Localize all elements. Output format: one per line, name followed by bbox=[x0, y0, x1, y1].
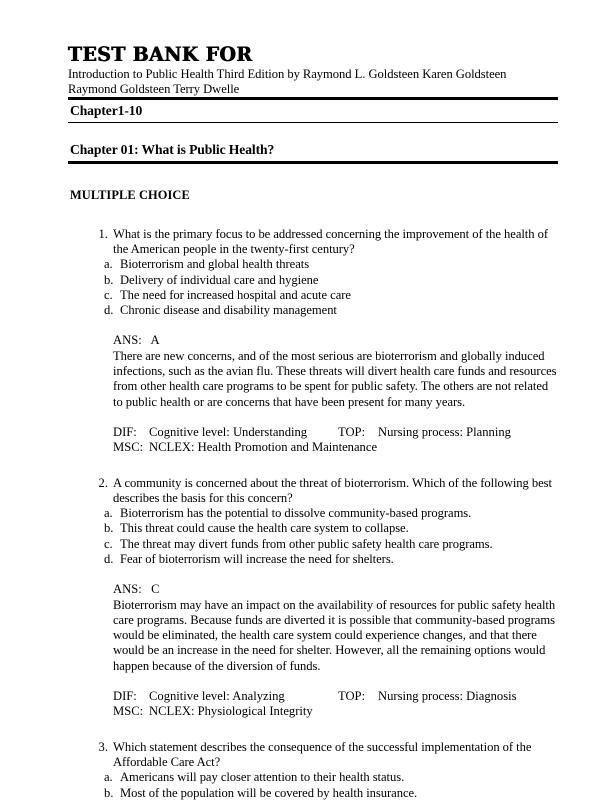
section-label-multiple-choice: MULTIPLE CHOICE bbox=[70, 187, 190, 202]
page-content bbox=[68, 44, 558, 801]
msc-label: MSC: bbox=[113, 704, 144, 719]
answer-rationale: Bioterrorism may have an impact on the availability of resources for public safety health care programs. Because funds are diverted it is possible that community-based programs would be eliminated, the health care system could experience changes, and that there would be an increase in the need for shelter. However, all the remaining options would happen because of the diversion of funds. bbox=[113, 597, 556, 673]
question-number: 1. bbox=[98, 226, 108, 241]
option-letter: d. bbox=[104, 303, 114, 318]
option-letter: d. bbox=[104, 551, 114, 566]
book-title-line-2: Raymond Goldsteen Terry Dwelle bbox=[68, 82, 240, 97]
question-stem-row bbox=[68, 476, 558, 507]
answer-line bbox=[113, 582, 558, 597]
option-letter: a. bbox=[104, 506, 113, 521]
metadata-line-dif-top bbox=[113, 689, 558, 704]
question-block bbox=[68, 476, 558, 720]
spacer-before-chapter-heading bbox=[68, 123, 558, 143]
msc-label: MSC: bbox=[113, 440, 144, 455]
chapter-heading: Chapter 01: What is Public Health? bbox=[70, 142, 275, 158]
option-letter: c. bbox=[104, 536, 113, 551]
spacer-after-chapter-rule bbox=[68, 164, 558, 188]
metadata-line-dif-top bbox=[113, 425, 558, 440]
question-metadata bbox=[68, 689, 558, 720]
answer-spacer bbox=[142, 582, 151, 596]
spacer-after-section-label bbox=[68, 203, 558, 227]
option-text: The threat may divert funds from other public safety health care programs. bbox=[120, 536, 493, 551]
answer-label: ANS: bbox=[113, 333, 142, 348]
question-stem: What is the primary focus to be addressed concerning the improvement of the health of the American people in the twenty-first century? bbox=[113, 226, 548, 256]
option-letter: a. bbox=[104, 257, 113, 272]
option-list bbox=[68, 770, 558, 801]
option-item[interactable] bbox=[68, 506, 558, 521]
top-value: Nursing process: Diagnosis bbox=[378, 689, 517, 704]
question-number: 3. bbox=[98, 739, 108, 754]
option-text: Delivery of individual care and hygiene bbox=[120, 272, 319, 287]
chapter-range-label: Chapter1-10 bbox=[70, 103, 143, 119]
option-item[interactable] bbox=[68, 273, 558, 288]
option-letter: b. bbox=[104, 272, 114, 287]
msc-value: NCLEX: Physiological Integrity bbox=[149, 704, 313, 719]
spacer-between-questions bbox=[68, 456, 558, 476]
option-text: Bioterrorism and global health threats bbox=[120, 257, 310, 272]
option-list bbox=[68, 506, 558, 567]
option-text: Chronic disease and disability management bbox=[120, 303, 337, 318]
question-stem-row bbox=[68, 740, 558, 771]
book-title-line-1: Introduction to Public Health Third Edition by Raymond L. Goldsteen Karen Goldsteen bbox=[68, 67, 507, 82]
option-text: This threat could cause the health care system to collapse. bbox=[120, 521, 409, 536]
option-text: Fear of bioterrorism will increase the need for shelters. bbox=[120, 551, 394, 566]
answer-label: ANS: bbox=[113, 582, 142, 597]
top-label: TOP: bbox=[338, 689, 366, 704]
option-item[interactable] bbox=[68, 521, 558, 536]
option-list bbox=[68, 257, 558, 318]
question-stem: Which statement describes the consequence of the successful implementation of the Affordable Care Act? bbox=[113, 739, 532, 769]
top-label: TOP: bbox=[338, 424, 366, 439]
question-number: 2. bbox=[98, 475, 108, 490]
question-block bbox=[68, 227, 558, 456]
option-text: The need for increased hospital and acute care bbox=[120, 287, 351, 302]
msc-value: NCLEX: Health Promotion and Maintenance bbox=[149, 440, 378, 455]
option-item[interactable] bbox=[68, 257, 558, 272]
question-stem-row bbox=[68, 227, 558, 258]
option-letter: b. bbox=[104, 785, 114, 800]
dif-label: DIF: bbox=[113, 424, 137, 439]
dif-label: DIF: bbox=[113, 689, 137, 704]
top-value: Nursing process: Planning bbox=[378, 424, 511, 439]
answer-value: C bbox=[151, 582, 160, 597]
question-metadata bbox=[68, 425, 558, 456]
option-text: Bioterrorism has the potential to dissolve community-based programs. bbox=[120, 506, 472, 521]
option-text: Most of the population will be covered by health insurance. bbox=[120, 785, 418, 800]
spacer-between-questions bbox=[68, 720, 558, 740]
option-letter: c. bbox=[104, 287, 113, 302]
dif-value: Cognitive level: Analyzing bbox=[149, 689, 285, 704]
metadata-line-msc bbox=[113, 704, 558, 719]
answer-block bbox=[68, 582, 558, 674]
option-item[interactable] bbox=[68, 786, 558, 801]
answer-value: A bbox=[150, 333, 160, 348]
question-stem: A community is concerned about the threat of bioterrorism. Which of the following best describes the basis for this concern? bbox=[113, 475, 552, 505]
option-item[interactable] bbox=[68, 288, 558, 303]
metadata-line-msc bbox=[113, 440, 558, 455]
option-text: Americans will pay closer attention to their health status. bbox=[120, 770, 405, 785]
option-item[interactable] bbox=[68, 537, 558, 552]
question-block bbox=[68, 740, 558, 801]
answer-block bbox=[68, 333, 558, 409]
option-item[interactable] bbox=[68, 303, 558, 318]
answer-line bbox=[113, 333, 558, 348]
test-bank-title: TEST BANK FOR bbox=[68, 43, 253, 66]
answer-rationale: There are new concerns, and of the most serious are bioterrorism and globally induced infections, such as the avian flu. These threats will divert health care funds and resources from other health care programs to be spent for public safety. The others are not related to public health or are concerns that have been present for many years. bbox=[113, 348, 557, 409]
option-letter: b. bbox=[104, 521, 114, 536]
option-letter: a. bbox=[104, 770, 113, 785]
option-item[interactable] bbox=[68, 552, 558, 567]
dif-value: Cognitive level: Understanding bbox=[149, 424, 308, 439]
option-item[interactable] bbox=[68, 770, 558, 785]
